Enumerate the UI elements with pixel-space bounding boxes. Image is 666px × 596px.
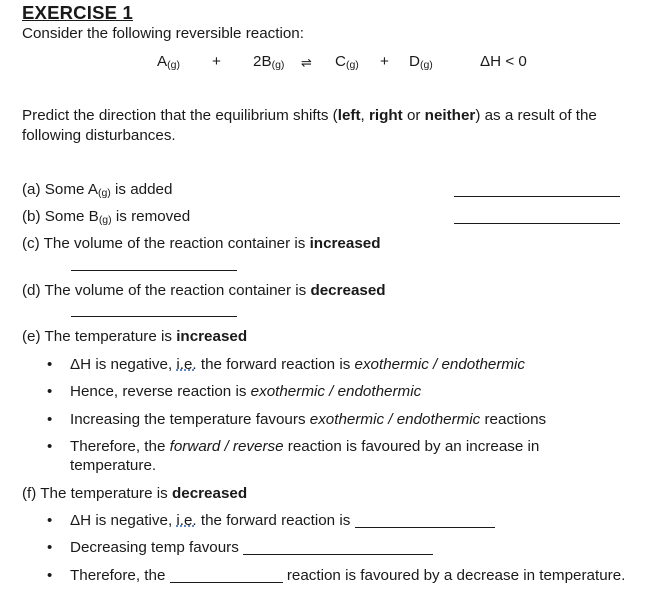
equilibrium-arrow-icon: ⇌	[301, 55, 312, 70]
answer-f3-blank[interactable]	[170, 581, 283, 583]
answer-d-blank[interactable]	[71, 316, 237, 317]
plus-sign: +	[212, 53, 221, 70]
part-f-bullet-1: ΔH is negative, i.e. the forward reaction is	[70, 512, 495, 530]
bullet-icon: •	[47, 567, 53, 584]
question-b: (b) Some $B_{(g)}$ is removed	[22, 208, 191, 226]
part-e-bullet-1: ΔH is negative, i.e. the forward reaction is exothermic / endothermic	[70, 356, 526, 373]
reactant-b: $2B_{(g)}$	[253, 53, 285, 71]
product-c: $C_{(g)}$	[335, 53, 359, 71]
bullet-icon: •	[47, 411, 53, 428]
part-e-heading: (e) The temperature is increased	[22, 328, 248, 345]
part-e-bullet-2: Hence, reverse reaction is exothermic / endothermic	[70, 383, 422, 400]
question-a: (a) Some $A_{(g)}$ is added	[22, 181, 173, 199]
bullet-icon: •	[47, 383, 53, 400]
plus-sign: +	[380, 53, 389, 70]
part-f-bullet-2: Decreasing temp favours	[70, 539, 433, 557]
product-d: $D_{(g)}$	[409, 53, 433, 71]
option-forward-reverse[interactable]: forward / reverse	[169, 438, 284, 455]
option-exo-endo[interactable]: exothermic / endothermic	[354, 356, 526, 373]
answer-c-blank[interactable]	[71, 270, 237, 271]
question-c: (c) The volume of the reaction container is increased	[22, 235, 381, 252]
bullet-icon: •	[47, 539, 53, 556]
part-f-heading: (f) The temperature is decreased	[22, 485, 248, 502]
bullet-icon: •	[47, 438, 53, 455]
instruction-paragraph: Predict the direction that the equilibrium shifts (left, right or neither) as a result of the following disturbances.	[22, 107, 597, 144]
answer-a-blank[interactable]	[454, 196, 620, 197]
reactant-a: $A_{(g)}$	[157, 53, 180, 71]
answer-f1-blank[interactable]	[355, 526, 495, 528]
bullet-icon: •	[47, 512, 53, 529]
option-exo-endo[interactable]: exothermic / endothermic	[250, 383, 422, 400]
answer-b-blank[interactable]	[454, 223, 620, 224]
part-f-bullet-3: Therefore, the reaction is favoured by a decrease in temperature.	[70, 567, 626, 584]
enthalpy-change: ΔH < 0	[480, 53, 527, 70]
intro-text: Consider the following reversible reaction:	[22, 25, 304, 42]
bullet-icon: •	[47, 356, 53, 373]
exercise-title: EXERCISE 1	[22, 2, 133, 23]
part-e-bullet-3: Increasing the temperature favours exothermic / endothermic reactions	[70, 411, 547, 428]
part-e-bullet-4: Therefore, the forward / reverse reaction is favoured by an increase in temperature.	[70, 438, 540, 474]
option-exo-endo[interactable]: exothermic / endothermic	[309, 411, 481, 428]
question-d: (d) The volume of the reaction container is decreased	[22, 282, 386, 299]
answer-f2-blank[interactable]	[243, 553, 433, 555]
